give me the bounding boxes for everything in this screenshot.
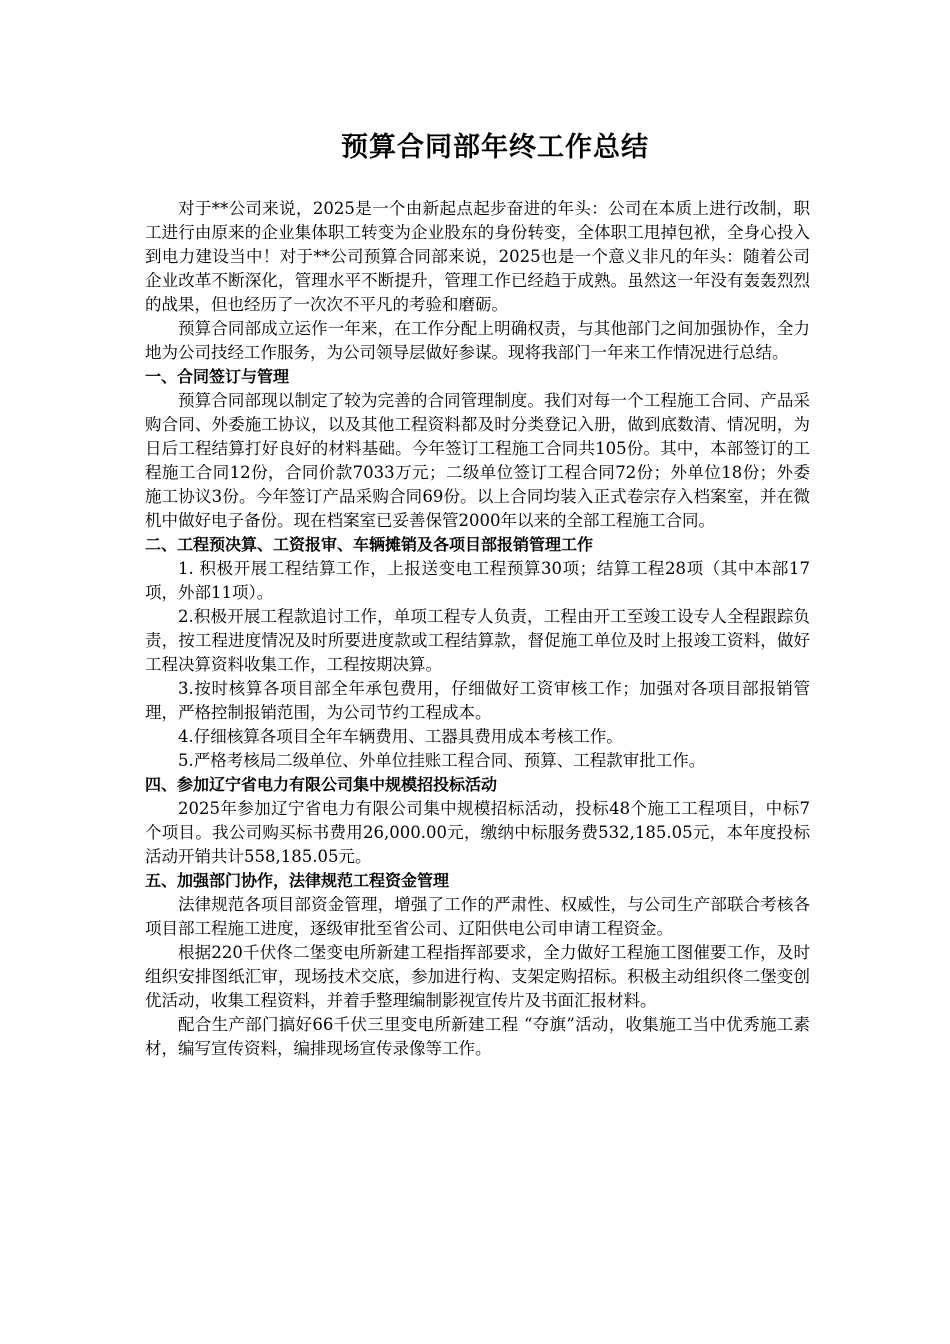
- section-heading-contract: 一、合同签订与管理: [145, 367, 290, 386]
- section-heading-budget: 二、工程预决算、工资报审、车辆摊销及各项目部报销管理工作: [145, 535, 594, 554]
- paragraph-intro-2: 预算合同部成立运作一年来，在工作分配上明确权责，与其他部门之间加强协作，全力地为公司技经工作服务，为公司领导层做好参谋。现将我部门一年来工作情况进行总结。: [145, 319, 810, 362]
- paragraph-cooperation-1: 法律规范各项目部资金管理，增强了工作的严肃性、权威性，与公司生产部联合考核各项目部工程施工进度，逐级审批至省公司、辽阳供电公司申请工程资金。: [145, 895, 810, 938]
- document-title: 预算合同部年终工作总结: [341, 132, 649, 163]
- paragraph-intro-1: 对于**公司来说，2025是一个由新起点起步奋进的年头：公司在本质上进行改制，职工进行由原来的企业集体职工转变为企业股东的身份转变，全体职工甩掉包袱，全身心投入到电力建设当中！对于**公司预算合同部来说，2025也是一个意义非凡的年头：随着公司企业改革不断深化，管理水平不断提升，管理工作已经趋于成熟。虽然这一年没有轰轰烈烈的战果，但也经历了一次次不平凡的考验和磨砺。: [145, 199, 810, 314]
- document-page: [145, 128, 810, 1061]
- paragraph-contract: 预算合同部现以制定了较为完善的合同管理制度。我们对每一个工程施工合同、产品采购合同、外委施工协议，以及其他工程资料都及时分类登记入册，做到底数清、情况明，为日后工程结算打好良好的材料基础。今年签订工程施工合同共105份。其中，本部签订的工程施工合同12份，合同价款7033万元；二级单位签订工程合同72份；外单位18份；外委施工协议3份。今年签订产品采购合同69份。以上合同均装入正式卷宗存入档案室，并在微机中做好电子备份。现在档案室已妥善保管2000年以来的全部工程施工合同。: [145, 391, 810, 530]
- section-heading-bidding: 四、参加辽宁省电力有限公司集中规模招投标活动: [145, 775, 498, 794]
- paragraph-budget-item-1: 1. 积极开展工程结算工作，上报送变电工程预算30项；结算工程28项（其中本部17项，外部11项）。: [145, 559, 810, 602]
- paragraph-budget-item-5: 5.严格考核局二级单位、外单位挂账工程合同、预算、工程款审批工作。: [178, 751, 706, 770]
- paragraph-bidding: 2025年参加辽宁省电力有限公司集中规模招标活动，投标48个施工工程项目，中标7个项目。我公司购买标书费用26,000.00元，缴纳中标服务费532,185.05元，本年度投标活动开销共计558,185.05元。: [145, 799, 810, 866]
- paragraph-budget-item-2: 2.积极开展工程款追讨工作，单项工程专人负责，工程由开工至竣工设专人全程跟踪负责，按工程进度情况及时所要进度款或工程结算款，督促施工单位及时上报竣工资料，做好工程决算资料收集工作，工程按期决算。: [145, 607, 810, 674]
- paragraph-cooperation-3: 配合生产部门搞好66千伏三里变电所新建工程 “夺旗”活动，收集施工当中优秀施工素材，编写宣传资料，编排现场宣传录像等工作。: [145, 1015, 810, 1058]
- paragraph-budget-item-4: 4.仔细核算各项目全年车辆费用、工器具费用成本考核工作。: [178, 727, 623, 746]
- section-heading-cooperation: 五、加强部门协作，法律规范工程资金管理: [145, 871, 450, 890]
- paragraph-budget-item-3: 3.按时核算各项目部全年承包费用，仔细做好工资审核工作；加强对各项目部报销管理，严格控制报销范围，为公司节约工程成本。: [145, 679, 810, 722]
- paragraph-cooperation-2: 根据220千伏佟二堡变电所新建工程指挥部要求，全力做好工程施工图催要工作，及时组织安排图纸汇审，现场技术交底，参加进行构、支架定购招标。积极主动组织佟二堡变创优活动，收集工程资料，并着手整理编制影视宣传片及书面汇报材料。: [145, 943, 810, 1010]
